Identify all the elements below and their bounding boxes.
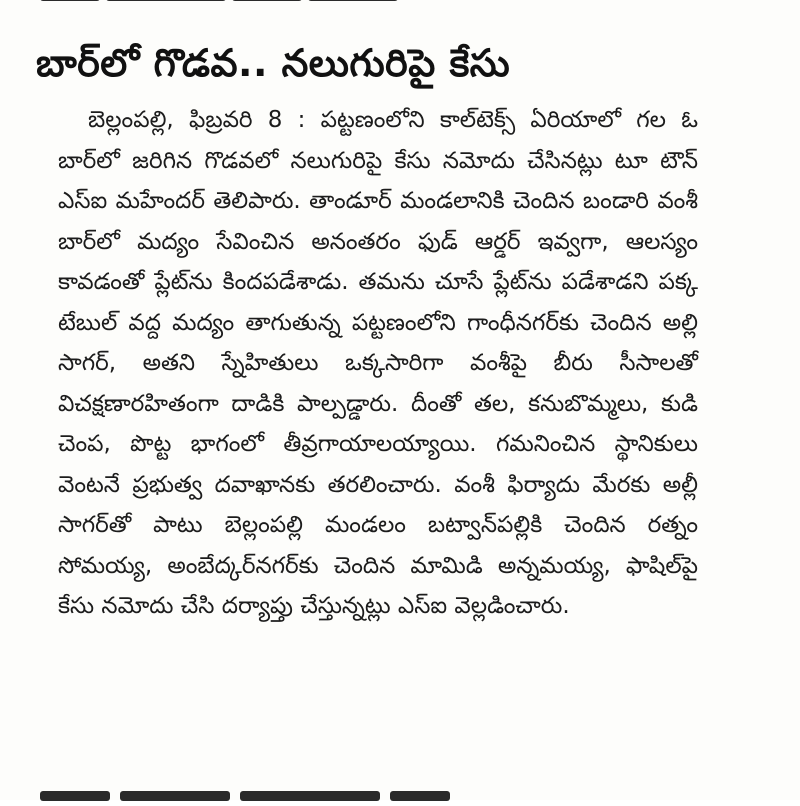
previous-article-fragment [40, 0, 440, 8]
article-headline: బార్‌లో గొడవ.. నలుగురిపై కేసు [36, 41, 511, 85]
cut-text-line [40, 0, 100, 1]
article-body [58, 100, 698, 627]
cut-text-line [308, 0, 398, 1]
next-article-fragment [40, 786, 480, 806]
cut-text-line [232, 0, 302, 1]
article-text: పట్టణంలోని కాల్‌టెక్స్ ఏరియాలో గల ఓ బార్‌లో జరిగిన గొడవలో నలుగురిపై కేసు నమోదు చేసినట్లు టూ టౌన్ ఎస్ఐ మహేందర్ తెలిపారు. తాండూర్ మండలానికి చెందిన బండారి వంశీ బార్‌లో మద్యం సేవించిన అనంతరం ఫుడ్ ఆర్డర్ ఇవ్వగా, ఆలస్యం కావడంతో ప్లేట్‌ను కిందపడేశాడు. తమను చూసే ప్లేట్‌ను పడేశాడని పక్క టేబుల్ వద్ద మద్యం తాగుతున్న పట్టణంలోని గాంధీనగర్‌కు చెందిన అల్లి సాగర్, అతని స్నేహితులు ఒక్కసారిగా వంశీపై బీరు సీసాలతో విచక్షణారహితంగా దాడికి పాల్పడ్డారు. దీంతో తల, కనుబొమ్మలు, కుడి చెంప, పొట్ట భాగంలో తీవ్రగాయాలయ్యాయి. గమనించిన స్థానికులు వెంటనే ప్రభుత్వ దవాఖానకు తరలించారు. వంశీ ఫిర్యాదు మేరకు అల్లీ సాగర్‌తో పాటు బెల్లంపల్లి మండలం బట్వాన్‌పల్లికి చెందిన రత్నం సోమయ్య, అంబేద్కర్‌నగర్‌కు చెందిన మామిడి అన్నమయ్య, ఫాషిల్‌పై కేసు నమోదు చేసి దర్యాప్తు చేస్తున్నట్లు ఎస్ఐ వెల్లడించారు. [58, 107, 699, 619]
article-dateline: బెల్లంపల్లి, ఫిబ్రవరి 8 : [88, 107, 306, 133]
cut-text-line [106, 0, 226, 1]
